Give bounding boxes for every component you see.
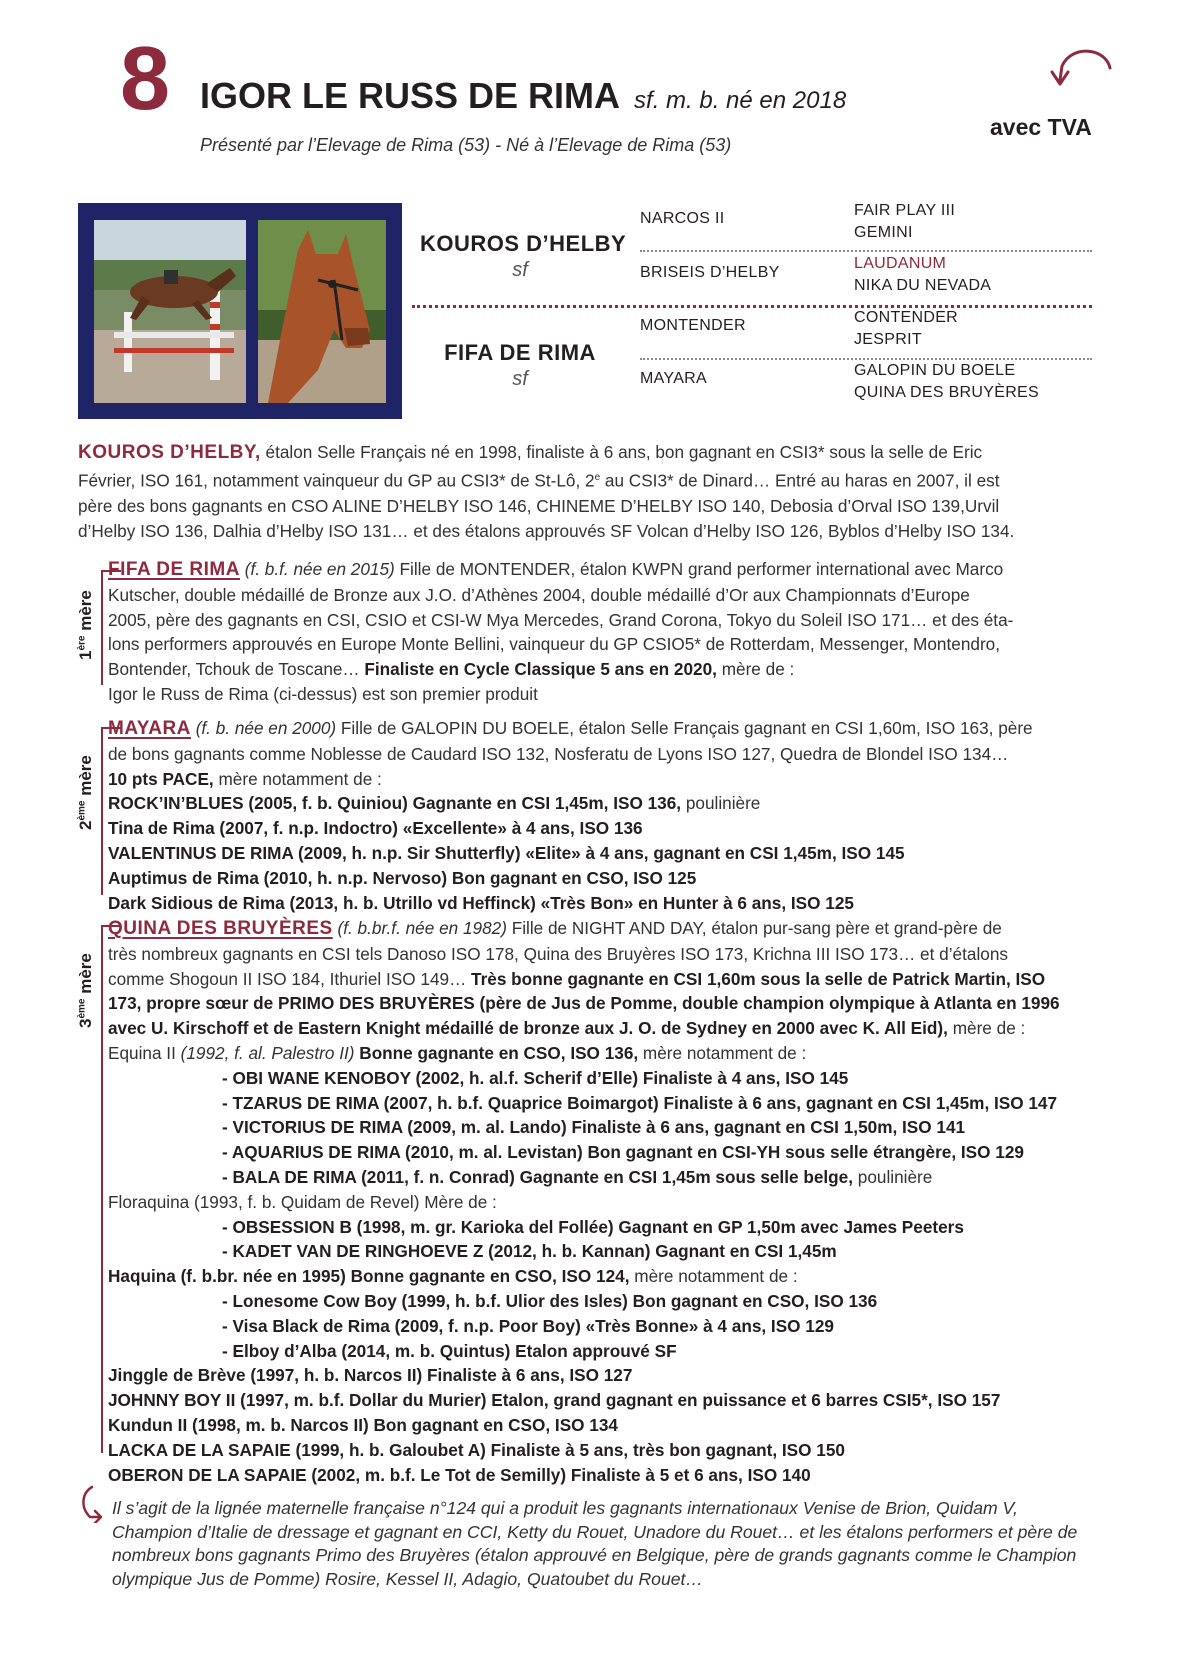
text-line: comme Shogoun II ISO 184, Ithuriel ISO 149… <box>108 968 472 989</box>
pedigree-sire <box>420 231 627 282</box>
text-bold: Finaliste en Cycle Classique 5 ans en 2020, <box>364 659 717 680</box>
text-bold: - OBSESSION B (1998, m. gr. Karioka del Follée) Gagnant en GP 1,50m avec James Peeters <box>222 1216 964 1237</box>
great-grandparent: GALOPIN DU BOELE <box>854 362 1016 379</box>
great-grandparent: FAIR PLAY III <box>854 202 956 219</box>
text-bold: VALENTINUS DE RIMA (2009, h. n.p. Sir Shutterfly) «Elite» à 4 ans, gagnant en CSI 1,45m, ISO 145 <box>108 842 905 863</box>
horse-description: sf. m. b. né en 2018 <box>634 87 847 114</box>
text-line: très nombreux gagnants en CSI tels Danoso ISO 178, Quina des Bruyères ISO 173, Krichna III ISO 173… et d’étalons <box>108 943 1008 964</box>
mother1-label: 1ère mère <box>76 590 95 660</box>
text-line: mère notamment de : <box>638 1042 807 1063</box>
text-bold: Très bonne gagnante en CSI 1,60m sous la selle de Patrick Martin, ISO <box>471 968 1046 989</box>
text-bold: - AQUARIUS DE RIMA (2010, m. al. Levistan) Bon gagnant en CSI-YH sous selle étrangère, ISO 129 <box>222 1142 1024 1163</box>
text-bold: - VICTORIUS DE RIMA (2009, m. al. Lando) Finaliste à 6 ans, gagnant en CSI 1,50m, ISO 141 <box>222 1117 966 1138</box>
text-line: Kutscher, double médaillé de Bronze aux J.O. d’Athènes 2004, double médaillé d’Or aux Championnats d’Europe <box>108 584 970 605</box>
text-line: mère notamment de : <box>629 1266 798 1287</box>
curved-arrow-icon <box>78 1483 108 1523</box>
text-line: mère de : <box>716 659 795 680</box>
dam-breed: sf <box>512 368 528 390</box>
great-grandparents-2 <box>854 253 991 297</box>
mother1-desc: (f. b.f. née en 2015) <box>244 559 395 579</box>
pedigree-divider <box>640 358 1092 360</box>
text-line: Bontender, Tchouk de Toscane… <box>108 659 365 680</box>
sire-paragraph <box>78 440 1092 544</box>
text-line: Igor le Russ de Rima (ci-dessus) est son premier produit <box>108 683 538 704</box>
sire-breed: sf <box>512 259 528 281</box>
pedigree-divider <box>640 250 1092 252</box>
presented-by: Présenté par l’Elevage de Rima (53) - Né à l’Elevage de Rima (53) <box>200 135 732 155</box>
text-line: au CSI3* de Dinard… Entré au haras en 2007, il est <box>600 470 1000 491</box>
text-line: Floraquina (1993, f. b. Quidam de Revel) Mère de : <box>108 1191 497 1212</box>
text-bold: - BALA DE RIMA (2011, f. n. Conrad) Gagnante en CSI 1,45m sous selle belge, <box>222 1166 853 1187</box>
text-bold: LACKA DE LA SAPAIE (1999, h. b. Galoubet A) Finaliste à 5 ans, très bon gagnant, ISO 150 <box>108 1439 845 1460</box>
mother2-block <box>108 716 1092 915</box>
great-grandparent: QUINA DES BRUYÈRES <box>854 384 1040 401</box>
text-bold: - OBI WANE KENOBOY (2002, h. al.f. Scherif d’Elle) Finaliste à 4 ans, ISO 145 <box>222 1067 849 1088</box>
grandparent-3: MONTENDER <box>640 317 746 334</box>
text-line: mère notamment de : <box>213 768 382 789</box>
text-bold: Dark Sidious de Rima (2013, h. b. Utrillo vd Heffinck) «Très Bon» en Hunter à 6 ans, ISO 125 <box>108 892 854 913</box>
dam-name: FIFA DE RIMA <box>444 340 596 365</box>
text-bold: OBERON DE LA SAPAIE (2002, m. b.f. Le Tot de Semilly) Finaliste à 5 et 6 ans, ISO 140 <box>108 1464 811 1485</box>
text-bold: Jinggle de Brève (1997, h. b. Narcos II) Finaliste à 6 ans, ISO 127 <box>108 1365 633 1386</box>
text-line: lons performers approuvés en Europe Monte Bellini, vainqueur du GP CSIO5* de Rotterdam, Messenger, Montendro, <box>108 634 1001 655</box>
text-line: mère de : <box>947 1018 1026 1039</box>
text-bold: - KADET VAN DE RINGHOEVE Z (2012, h. b. Kannan) Gagnant en CSI 1,45m <box>222 1241 837 1262</box>
horse-title <box>200 75 847 116</box>
text-line: étalon Selle Français né en 1998, finaliste à 6 ans, bon gagnant en CSI3* sous la selle de Eric <box>265 442 983 462</box>
mother3-label: 3ème mère <box>76 953 95 1028</box>
grandparent-1: NARCOS II <box>640 210 725 227</box>
pedigree-dam <box>420 340 620 391</box>
grandparent-4: MAYARA <box>640 370 707 387</box>
portrait-photo <box>258 220 386 403</box>
text-bold: Tina de Rima (2007, f. n.p. Indoctro) «Excellente» à 4 ans, ISO 136 <box>108 818 643 839</box>
great-grandparent: JESPRIT <box>854 331 922 348</box>
superscript: e <box>594 472 601 483</box>
text-bold: avec U. Kirschoff et de Eastern Knight médaillé de bronze aux J. O. de Sydney en 2000 avec K. All Eid), <box>108 1018 948 1039</box>
text-bold: JOHNNY BOY II (1997, m. b.f. Dollar du Murier) Etalon, grand gagnant en puissance et 6 barres CSI5*, ISO 157 <box>108 1390 1001 1411</box>
mother1-bar <box>101 570 103 685</box>
text-bold: Kundun II (1998, m. b. Narcos II) Bon gagnant en CSO, ISO 134 <box>108 1414 618 1435</box>
mother3-block <box>108 916 1092 1487</box>
great-grandparents-3 <box>854 307 958 351</box>
text-line: père des bons gagnants en CSO ALINE D’HELBY ISO 146, CHINEME D’HELBY ISO 140, Debosia d’Orval ISO 139,Urvil <box>78 495 1000 516</box>
mother1-name: FIFA DE RIMA <box>108 559 240 580</box>
mother2-label: 2ème mère <box>76 755 95 830</box>
sire-name: KOUROS D’HELBY <box>420 231 627 256</box>
mother1-block <box>108 557 1092 707</box>
great-grandparent: GEMINI <box>854 224 913 241</box>
text-bold: 10 pts PACE, <box>108 768 214 789</box>
text-bold: ROCK’IN’BLUES (2005, f. b. Quiniou) Gagnante en CSI 1,45m, ISO 136, <box>108 793 682 814</box>
maternal-line-note: Il s’agit de la lignée maternelle française n°124 qui a produit les gagnants internationaux Venise de Brion, Quidam V, Champion d’Italie de dressage et gagnant en CCI, Ketty du Rouet, Unadore du Rouet… et les étalons performers et père de nombreux bons gagnants Primo des Bruyères (étalon approuvé en Belgique, père de grands gagnants comme le Champion olympique Jus de Pomme) Rosire, Kessel II, Adagio, Quatoubet du Rouet… <box>112 1498 1078 1589</box>
mother3-desc: (f. b.br.f. née en 1982) <box>337 918 507 938</box>
sire-para-name: KOUROS D’HELBY, <box>78 442 261 463</box>
text-line: poulinière <box>681 793 761 814</box>
lot-number: 8 <box>120 29 169 129</box>
text-bold: - TZARUS DE RIMA (2007, h. b.f. Quaprice Boimargot) Finaliste à 6 ans, gagnant en CSI 1,45m, ISO 147 <box>222 1092 1058 1113</box>
text-line: de bons gagnants comme Noblesse de Caudard ISO 132, Nosferatu de Lyons ISO 127, Quedra de Blondel ISO 134… <box>108 743 1009 764</box>
pedigree-main-divider <box>412 305 1092 308</box>
horse-name: IGOR LE RUSS DE RIMA <box>200 75 621 116</box>
text-line: Février, ISO 161, notamment vainqueur du GP au CSI3* de St-Lô, 2 <box>78 470 595 491</box>
text-bold: - Elboy d’Alba (2014, m. b. Quintus) Etalon approuvé SF <box>222 1340 677 1361</box>
text-line: 2005, père des gagnants en CSI, CSIO et CSI-W Mya Mercedes, Grand Corona, Tokyo du Soleil ISO 171… et des éta- <box>108 609 1014 630</box>
great-grandparent: CONTENDER <box>854 309 959 326</box>
mother3-name: QUINA DES BRUYÈRES <box>108 918 333 939</box>
mother2-name: MAYARA <box>108 718 191 739</box>
great-grandparents-4 <box>854 360 1039 404</box>
jumping-photo <box>94 220 246 403</box>
mother3-bar <box>101 925 103 1453</box>
mother2-bar <box>101 727 103 895</box>
text-bold: Bonne gagnante en CSO, ISO 136, <box>354 1042 639 1063</box>
text-line: Fille de NIGHT AND DAY, étalon pur-sang père et grand-père de <box>506 918 1002 938</box>
grandparent-2: BRISEIS D’HELBY <box>640 264 780 281</box>
text-bold: - Lonesome Cow Boy (1999, h. b.f. Ulior des Isles) Bon gagnant en CSO, ISO 136 <box>222 1290 878 1311</box>
text-italic: (1992, f. al. Palestro II) <box>180 1042 355 1063</box>
text-line: poulinière <box>853 1166 933 1187</box>
text-line: Fille de MONTENDER, étalon KWPN grand performer international avec Marco <box>394 559 1004 579</box>
text-line: Fille de GALOPIN DU BOELE, étalon Selle Français gagnant en CSI 1,60m, ISO 163, père <box>336 718 1033 738</box>
tva-label: avec TVA <box>990 114 1092 140</box>
great-grandparents-1 <box>854 200 955 244</box>
text-bold: Auptimus de Rima (2010, h. n.p. Nervoso) Bon gagnant en CSO, ISO 125 <box>108 867 697 888</box>
great-grandparent: NIKA DU NEVADA <box>854 277 992 294</box>
curved-arrow-icon <box>1046 44 1126 100</box>
text-bold: 173, propre sœur de PRIMO DES BRUYÈRES (père de Jus de Pomme, double champion olympique à Atlanta en 1996 <box>108 993 1060 1014</box>
photo-frame <box>78 203 402 419</box>
text-bold: Haquina (f. b.br. née en 1995) Bonne gagnante en CSO, ISO 124, <box>108 1266 630 1287</box>
text-line: Equina II <box>108 1042 181 1063</box>
mother2-desc: (f. b. née en 2000) <box>195 718 337 738</box>
great-grandparent-highlight: LAUDANUM <box>854 255 947 272</box>
text-line: d’Helby ISO 136, Dalhia d’Helby ISO 131… et des étalons approuvés SF Volcan d’Helby ISO 126, Byblos d’Helby ISO 134. <box>78 520 1015 541</box>
text-bold: - Visa Black de Rima (2009, f. n.p. Poor Boy) «Très Bonne» à 4 ans, ISO 129 <box>222 1315 834 1336</box>
